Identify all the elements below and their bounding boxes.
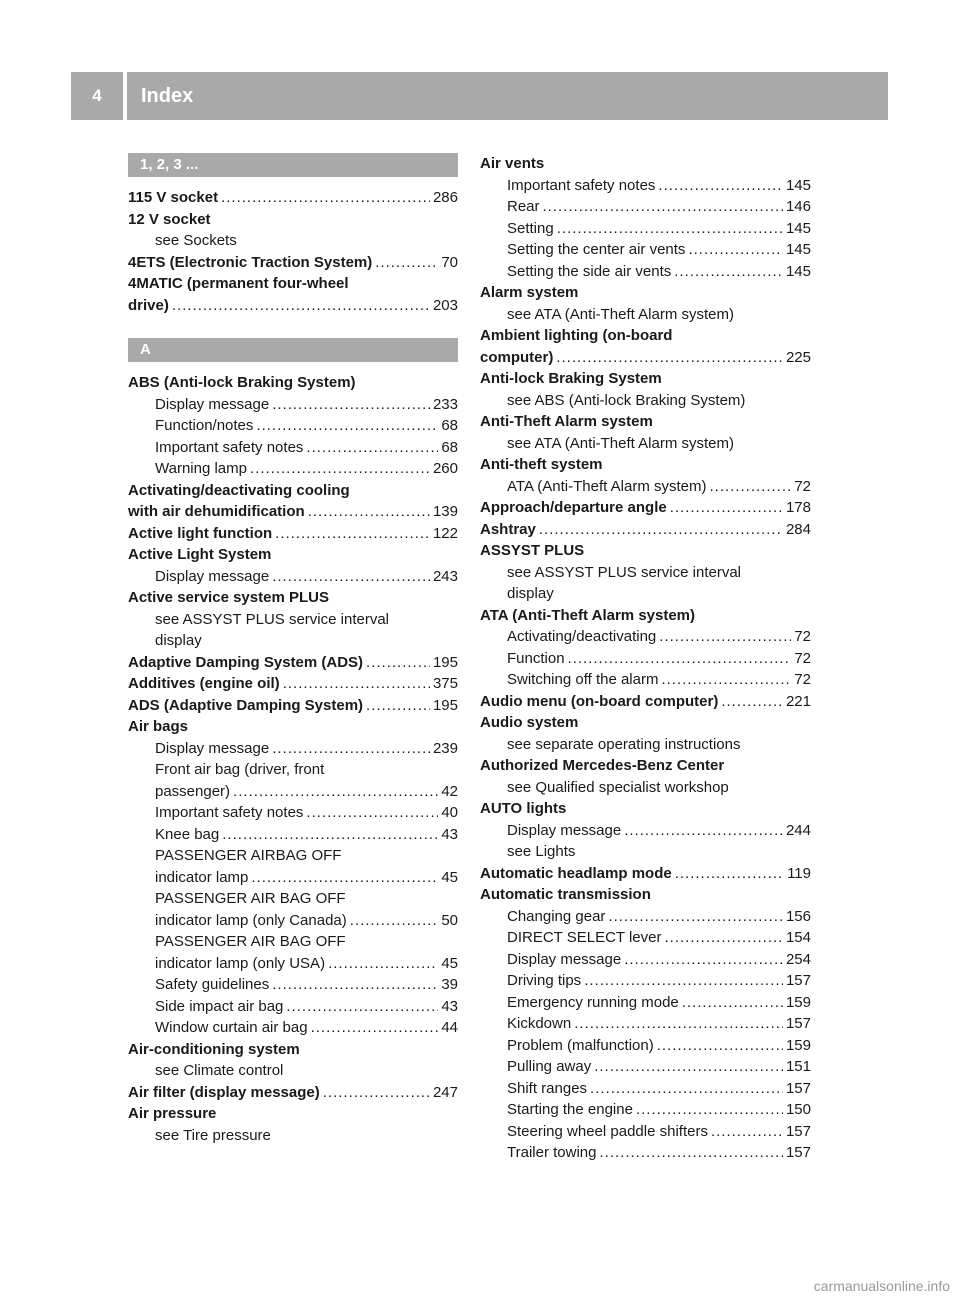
index-subentry: Activating/deactivating ..... 72 bbox=[480, 626, 811, 648]
index-subentry: Driving tips ..... 157 bbox=[480, 970, 811, 992]
index-subentry: ATA (Anti-Theft Alarm system) ..... 72 bbox=[480, 476, 811, 498]
index-entry: computer) ..... 225 bbox=[480, 347, 811, 369]
index-subentry: Setting the center air vents ..... 145 bbox=[480, 239, 811, 261]
index-entry: Automatic transmission bbox=[480, 886, 651, 903]
header-divider bbox=[123, 72, 127, 120]
header-bar bbox=[71, 72, 888, 120]
index-subentry: Emergency running mode ..... 159 bbox=[480, 992, 811, 1014]
index-subentry: indicator lamp (only Canada) ..... 50 bbox=[128, 910, 458, 932]
index-subentry: PASSENGER AIR BAG OFF bbox=[155, 890, 346, 907]
watermark: carmanualsonline.info bbox=[813, 1278, 950, 1294]
index-entry: 4MATIC (permanent four-wheel bbox=[128, 275, 349, 292]
section-heading-a: A bbox=[128, 338, 458, 362]
index-subentry: Display message ..... 243 bbox=[128, 566, 458, 588]
index-subentry: see ATA (Anti-Theft Alarm system) bbox=[507, 434, 735, 452]
index-subentry: Setting the side air vents ..... 145 bbox=[480, 261, 811, 283]
index-entry: AUTO lights bbox=[480, 800, 567, 817]
index-subentry: Warning lamp ..... 260 bbox=[128, 458, 458, 480]
index-subentry: Pulling away ..... 151 bbox=[480, 1056, 811, 1078]
index-entry: drive) ..... 203 bbox=[128, 295, 458, 317]
index-entry: Audio system bbox=[480, 714, 579, 731]
index-subentry: Window curtain air bag ..... 44 bbox=[128, 1017, 458, 1039]
index-entry: Additives (engine oil) ..... 375 bbox=[128, 673, 458, 695]
index-subentry: passenger) ..... 42 bbox=[128, 781, 458, 803]
index-subentry: Display message ..... 239 bbox=[128, 738, 458, 760]
index-subentry: indicator lamp ..... 45 bbox=[128, 867, 458, 889]
index-subentry: Switching off the alarm ..... 72 bbox=[480, 669, 811, 691]
index-subentry: see ATA (Anti-Theft Alarm system) bbox=[507, 305, 735, 323]
index-entry: Active Light System bbox=[128, 546, 272, 563]
index-entry: Active light function ..... 122 bbox=[128, 523, 458, 545]
index-entry: Air bags bbox=[128, 718, 189, 735]
index-entry: Alarm system bbox=[480, 284, 579, 301]
index-subentry: Display message ..... 244 bbox=[480, 820, 811, 842]
index-subentry: Front air bag (driver, front bbox=[155, 761, 325, 778]
index-subentry: Safety guidelines ..... 39 bbox=[128, 974, 458, 996]
index-entry: Authorized Mercedes-Benz Center bbox=[480, 757, 725, 774]
index-subentry: Function ..... 72 bbox=[480, 648, 811, 670]
index-subentry: Function/notes ..... 68 bbox=[128, 415, 458, 437]
index-subentry: Setting ..... 145 bbox=[480, 218, 811, 240]
index-entry: Ambient lighting (on-board bbox=[480, 327, 673, 344]
index-entry: ASSYST PLUS bbox=[480, 542, 585, 559]
index-subentry: Starting the engine ..... 150 bbox=[480, 1099, 811, 1121]
index-entry: Ashtray ..... 284 bbox=[480, 519, 811, 541]
index-subentry: Important safety notes ..... 40 bbox=[128, 802, 458, 824]
index-subentry: indicator lamp (only USA) ..... 45 bbox=[128, 953, 458, 975]
index-subentry: see Tire pressure bbox=[155, 1126, 271, 1144]
page-number: 4 bbox=[92, 86, 102, 105]
index-subentry: Display message ..... 233 bbox=[128, 394, 458, 416]
index-subentry: Trailer towing ..... 157 bbox=[480, 1142, 811, 1164]
index-entry: 115 V socket ..... 286 bbox=[128, 187, 458, 209]
index-subentry: see Sockets bbox=[155, 232, 237, 249]
page-title: Index bbox=[141, 85, 194, 107]
index-entry: Air pressure bbox=[128, 1105, 217, 1122]
index-subentry: Steering wheel paddle shifters ..... 157 bbox=[480, 1121, 811, 1143]
index-entry: ADS (Adaptive Damping System) ..... 195 bbox=[128, 695, 458, 717]
index-subentry: Important safety notes ..... 68 bbox=[128, 437, 458, 459]
index-subentry: Shift ranges ..... 157 bbox=[480, 1078, 811, 1100]
index-entry: Air filter (display message) ..... 247 bbox=[128, 1082, 458, 1104]
index-entry: Anti-theft system bbox=[480, 456, 603, 473]
index-entry: with air dehumidification ..... 139 bbox=[128, 501, 458, 523]
index-column-right bbox=[480, 153, 811, 1164]
index-subentry: Display message ..... 254 bbox=[480, 949, 811, 971]
section-heading-numeric: 1, 2, 3 ... bbox=[128, 153, 458, 177]
index-subentry: Knee bag ..... 43 bbox=[128, 824, 458, 846]
index-subentry: Problem (malfunction) ..... 159 bbox=[480, 1035, 811, 1057]
index-subentry: see ASSYST PLUS service interval bbox=[155, 610, 389, 628]
index-subentry: see separate operating instructions bbox=[507, 735, 741, 753]
index-entry: Audio menu (on-board computer) ..... 221 bbox=[480, 691, 811, 713]
index-subentry: display bbox=[155, 632, 202, 649]
index-subentry: see Qualified specialist workshop bbox=[507, 778, 729, 796]
index-subentry: see Climate control bbox=[155, 1062, 284, 1079]
index-entry: Air-conditioning system bbox=[128, 1040, 300, 1058]
index-entry: 4ETS (Electronic Traction System) ..... 70 bbox=[128, 252, 458, 274]
index-subentry: PASSENGER AIR BAG OFF bbox=[155, 933, 346, 950]
index-entry: ABS (Anti-lock Braking System) bbox=[128, 374, 356, 391]
index-entry: ATA (Anti-Theft Alarm system) bbox=[480, 606, 696, 624]
index-subentry: Kickdown ..... 157 bbox=[480, 1013, 811, 1035]
index-entry: 12 V socket bbox=[128, 210, 211, 228]
index-subentry: Changing gear ..... 156 bbox=[480, 906, 811, 928]
index-subentry: DIRECT SELECT lever ..... 154 bbox=[480, 927, 811, 949]
index-subentry: Important safety notes ..... 145 bbox=[480, 175, 811, 197]
index-subentry: Side impact air bag ..... 43 bbox=[128, 996, 458, 1018]
index-subentry: Rear ..... 146 bbox=[480, 196, 811, 218]
index-subentry: see ABS (Anti-lock Braking System) bbox=[507, 391, 746, 409]
index-entry: Automatic headlamp mode ..... 119 bbox=[480, 863, 811, 885]
index-entry: Adaptive Damping System (ADS) ..... 195 bbox=[128, 652, 458, 674]
index-subentry: see Lights bbox=[507, 843, 576, 860]
index-entry: Approach/departure angle ..... 178 bbox=[480, 497, 811, 519]
index-entry: Activating/deactivating cooling bbox=[128, 481, 350, 499]
index-column-left bbox=[128, 153, 458, 1146]
index-subentry: see ASSYST PLUS service interval bbox=[507, 563, 741, 581]
index-subentry: display bbox=[507, 585, 554, 602]
index-subentry: PASSENGER AIRBAG OFF bbox=[155, 847, 342, 864]
index-entry: Anti-Theft Alarm system bbox=[480, 413, 653, 430]
index-entry: Active service system PLUS bbox=[128, 589, 329, 606]
index-entry: Air vents bbox=[480, 155, 545, 172]
index-entry: Anti-lock Braking System bbox=[480, 370, 662, 387]
